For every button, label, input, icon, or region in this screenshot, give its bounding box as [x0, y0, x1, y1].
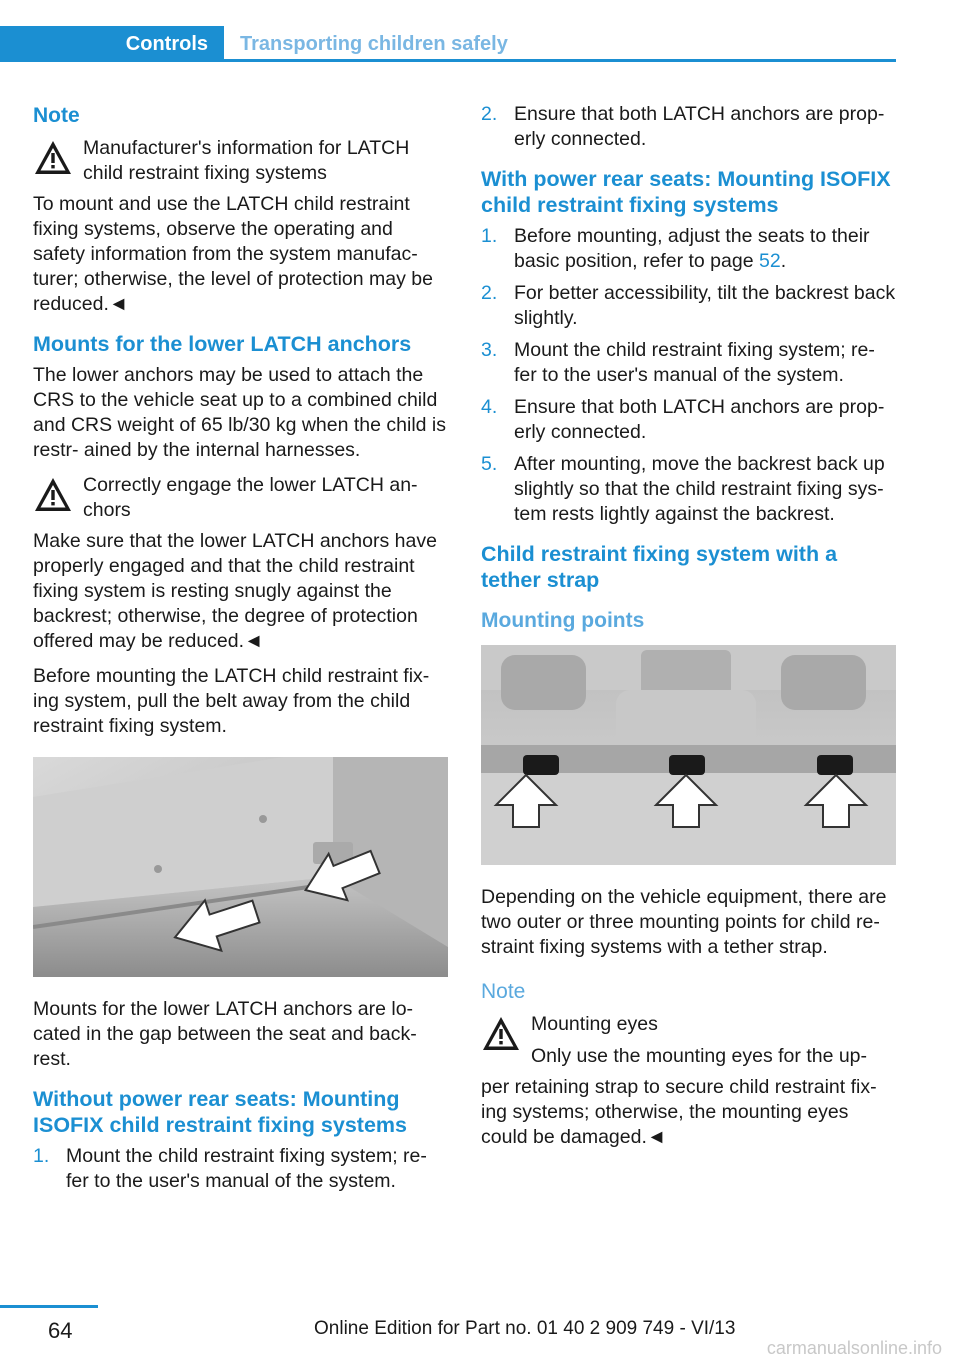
step-number: 1. [33, 1145, 50, 1167]
step-number: 2. [481, 282, 498, 304]
steps-list [481, 102, 896, 152]
step-text: Ensure that both LATCH anchors are prop- erly connected. [514, 396, 885, 443]
steps-list [33, 1144, 448, 1194]
step-number: 1. [481, 225, 498, 247]
subsection-heading: Mounting points [481, 609, 645, 632]
warning-block [33, 473, 448, 523]
warning-text: Make sure that the lower LATCH anchors have properly engaged and that the child restraint fixing system is resting snugly against the backrest; otherwise, the degree of protection offered may be reduced.◄ [33, 530, 437, 652]
footer-rule [0, 1305, 98, 1308]
step-text: For better accessibility, tilt the backrest back slightly. [514, 282, 896, 329]
warning-block [33, 136, 448, 186]
right-column [481, 102, 896, 1160]
step-text: Ensure that both LATCH anchors are prop- erly connected. [514, 103, 885, 150]
warning-block [481, 1012, 896, 1069]
paragraph: Depending on the vehicle equipment, there are two outer or three mounting points for child re- straint fixing systems with a tether strap. [481, 886, 887, 958]
warning-first-line: Only use the mounting eyes for the up- [531, 1045, 868, 1067]
photo-caption: Mounts for the lower LATCH anchors are lo- cated in the gap between the seat and back- rest. [33, 998, 417, 1070]
step-number: 3. [481, 339, 498, 361]
page-link[interactable]: 52 [758, 250, 781, 272]
section-tab: Controls [0, 26, 224, 62]
page-header [0, 0, 960, 62]
section-heading: Without power rear seats: Mounting ISOFIX child restraint fixing systems [33, 1087, 407, 1137]
latch-anchor-photo [33, 757, 448, 977]
note-heading: Note [481, 980, 526, 1003]
step-text-part: . [780, 250, 787, 272]
watermark: carmanualsonline.info [766, 1338, 942, 1358]
paragraph: Before mounting the LATCH child restraint fix- ing system, pull the belt away from the child restraint fixing system. [33, 665, 430, 737]
steps-list [481, 224, 896, 527]
list-item [481, 102, 896, 152]
section-crumb: Transporting children safely [240, 32, 508, 55]
mounting-points-photo [481, 645, 896, 865]
list-item [481, 224, 896, 274]
note-heading: Note [33, 104, 80, 127]
warning-triangle-icon [481, 1014, 521, 1054]
step-text: Mount the child restraint fixing system; re- fer to the user's manual of the system. [66, 1145, 427, 1192]
list-item [33, 1144, 448, 1194]
header-rule [224, 59, 896, 62]
warning-triangle-icon [33, 475, 73, 515]
list-item [481, 281, 896, 331]
step-number: 5. [481, 453, 498, 475]
step-text-part: Before mounting, adjust the seats to their basic position, refer to page [514, 225, 870, 272]
warning-triangle-icon [33, 138, 73, 178]
page-number: 64 [48, 1318, 73, 1343]
list-item [481, 452, 896, 527]
warning-title: Correctly engage the lower LATCH an- chors [83, 474, 418, 521]
step-number: 4. [481, 396, 498, 418]
warning-title: Manufacturer's information for LATCH child restraint fixing systems [83, 137, 410, 184]
section-heading: Mounts for the lower LATCH anchors [33, 332, 412, 356]
section-heading: Child restraint fixing system with a tether strap [481, 542, 838, 592]
warning-title [531, 1012, 867, 1069]
step-text: After mounting, move the backrest back up slightly so that the child restraint fixing sys- tem rests lightly against the backrest. [514, 453, 885, 525]
step-number: 2. [481, 103, 498, 125]
paragraph: The lower anchors may be used to attach the CRS to the vehicle seat up to a combined child and CRS weight of 65 lb/30 kg when the child is restr- ained by the internal harnesses. [33, 364, 446, 461]
section-heading: With power rear seats: Mounting ISOFIX child restraint fixing systems [481, 167, 891, 217]
step-text: Mount the child restraint fixing system; re- fer to the user's manual of the system. [514, 339, 875, 386]
edition-info: Online Edition for Part no. 01 40 2 909 749 - VI/13 [314, 1318, 736, 1339]
step-text [514, 224, 896, 274]
warning-text: per retaining strap to secure child restraint fix- ing systems; otherwise, the mounting eyes could be damaged.◄ [481, 1076, 877, 1148]
warning-text: To mount and use the LATCH child restraint fixing systems, observe the operating and safety information from the system manufac- turer; otherwise, the level of protection may be reduced.◄ [33, 193, 433, 315]
left-column [33, 102, 448, 1201]
list-item [481, 338, 896, 388]
list-item [481, 395, 896, 445]
warning-title-line: Mounting eyes [531, 1013, 658, 1035]
